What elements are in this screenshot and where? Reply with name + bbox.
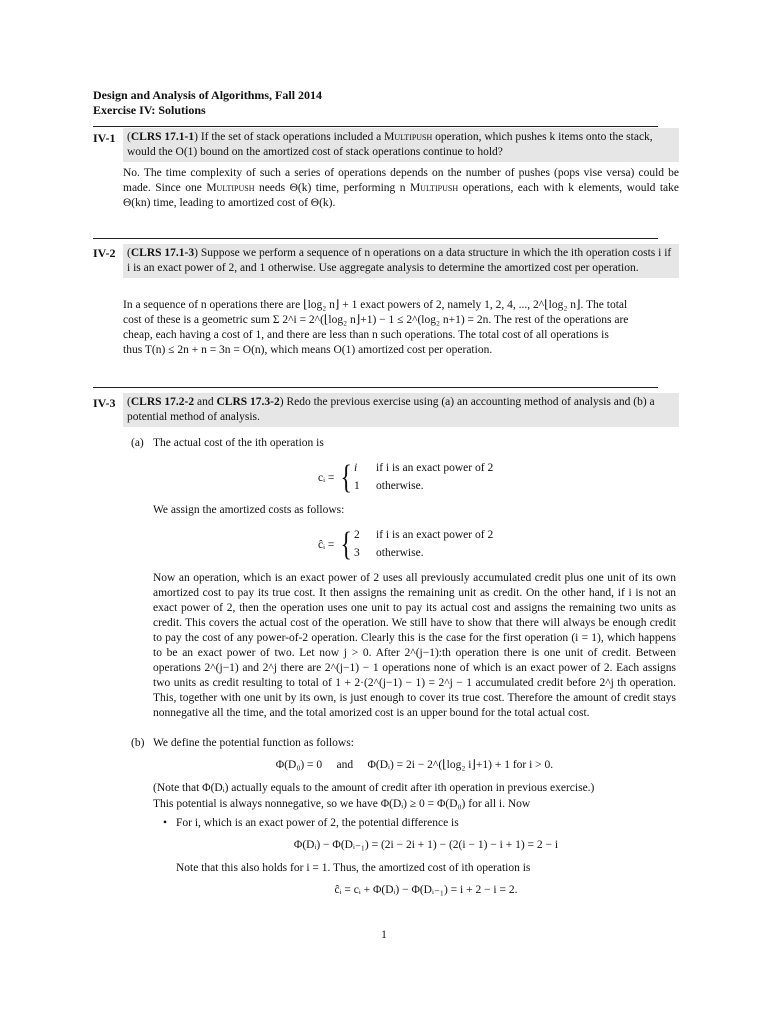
divider bbox=[93, 126, 658, 127]
question-ref: CLRS 17.1-1 bbox=[130, 131, 195, 143]
exercise-question: (CLRS 17.1-3) Suppose we perform a sequence of n operations on a data structure in which the ith operation costs i if i is an exact power of 2, and 1 otherwise. Use aggregate analysis to determine the amortized cost per operation. bbox=[123, 244, 679, 278]
divider bbox=[93, 238, 658, 239]
brace-icon: { bbox=[340, 459, 352, 496]
potential-definition: Φ(D₀) = 0 and Φ(Dᵢ) = 2i − 2^(⌊log₂ i⌋+1) + 1 for i > 0. bbox=[275, 759, 554, 771]
conjunction: and bbox=[194, 396, 217, 408]
operation-name: Multipush bbox=[384, 131, 433, 143]
exercise-label: IV-3 bbox=[93, 396, 116, 410]
operation-name: Multipush bbox=[206, 182, 255, 194]
accounting-argument: Now an operation, which is an exact power of 2 uses all previously accumulated credit plus one unit of its own amortized cost to pay its true cost. It then assigns the remaining unit as credit. On the other hand, if i is not an exact power of 2, then the operation uses one unit to pay its actual cost and assigns the remaining two units as credit. This covers the actual cost of the operation. We still have to show that there will always be enough credit to pay the cost of any power-of-2 operation. Clearly this is the case for the first operation (i = 1), which happens to be an exact power of two. Let now j > 0. After 2^(j−1):th operation there is one unit of credit. Between operations 2^(j−1) and 2^j there are 2^(j−1) − 1 operations none of which is an exact power of 2. Each assigns two units as credit resulting to total of 1 + 2·(2^(j−1) − 1) = 2^j − 1 accumulated credit before 2^j th operation. This, together with one unit by its own, is just enough to cover its true cost. Therefore the amount of credit stays nonnegative all the time, and the total amorized cost is an upper bound for the total actual cost. bbox=[153, 572, 676, 719]
amortized-cost-eq: ĉᵢ = cᵢ + Φ(Dᵢ) − Φ(Dᵢ₋₁) = i + 2 − i = 2. bbox=[334, 884, 518, 896]
case-condition: if i is an exact power of 2 bbox=[376, 462, 494, 474]
page-number: 1 bbox=[381, 929, 387, 941]
exercise-question: (CLRS 17.2-2 and CLRS 17.3-2) Redo the previous exercise using (a) an accounting method of analysis and (b) a potential method of analysis. bbox=[123, 393, 679, 427]
answer-text-2: needs Θ(k) time, performing n bbox=[254, 182, 410, 194]
case-value: 1 bbox=[354, 480, 360, 492]
exercise-question: (CLRS 17.1-1) If the set of stack operations included a Multipush operation, which pushes k items onto the stack, would the O(1) bound on the amortized cost of stack operations continue to hold? bbox=[123, 128, 679, 162]
exercise-answer bbox=[123, 166, 679, 211]
question-text-2: operation, which pushes k items onto the stack, would the O(1) bound on the amortized cost of stack operations continue to hold? bbox=[127, 131, 653, 158]
case-condition: otherwise. bbox=[376, 547, 424, 559]
question-text: ) Suppose we perform a sequence of n operations on a data structure in which the ith operation costs i if i is an exact power of 2, and 1 otherwise. Use aggregate analysis to determine the amortized cost per operation. bbox=[127, 247, 672, 274]
part-b-label: (b) bbox=[131, 737, 145, 749]
answer-text: No. The time complexity of such a series of operations depends on the number of pushes (pops vise versa) could be made. Since one bbox=[123, 167, 679, 194]
case-condition: otherwise. bbox=[376, 480, 424, 492]
answer-text-3: operations, each with k elements, would take Θ(kn) time, leading to amortized cost of Θ(k). bbox=[123, 182, 679, 209]
exercise-title: Exercise IV: Solutions bbox=[93, 103, 206, 117]
question-ref: CLRS 17.1-3 bbox=[130, 247, 195, 259]
answer-line: cheap, each having a cost of 1, and there are less than n such operations. The total cost of all operations is bbox=[123, 329, 609, 341]
question-text: ) Redo the previous exercise using (a) an accounting method of analysis and (b) a potential method of analysis. bbox=[127, 396, 655, 423]
part-a-label: (a) bbox=[131, 437, 144, 449]
exercise-label: IV-1 bbox=[93, 131, 116, 145]
assign-text: We assign the amortized costs as follows: bbox=[153, 504, 345, 516]
course-title: Design and Analysis of Algorithms, Fall 2014 bbox=[93, 88, 323, 102]
part-a-intro: The actual cost of the ith operation is bbox=[153, 437, 324, 449]
document-header bbox=[93, 88, 322, 118]
part-b-intro: We define the potential function as follows: bbox=[153, 737, 354, 749]
brace-icon: { bbox=[340, 526, 352, 563]
bullet-text: For i, which is an exact power of 2, the potential difference is bbox=[176, 817, 459, 829]
answer-line: In a sequence of n operations there are ⌊log₂ n⌋ + 1 exact powers of 2, namely 1, 2, 4, ..., 2^⌊log₂ n⌋. The total bbox=[123, 299, 628, 311]
answer-line: thus T(n) ≤ 2n + n = 3n = O(n), which means O(1) amortized cost per operation. bbox=[123, 344, 493, 356]
i-equals-one-note: Note that this also holds for i = 1. Thus, the amortized cost of ith operation is bbox=[176, 862, 531, 874]
cases-lhs: ĉᵢ = bbox=[318, 539, 335, 551]
divider bbox=[93, 387, 658, 388]
case-condition: if i is an exact power of 2 bbox=[376, 529, 494, 541]
case-value: i bbox=[354, 462, 358, 474]
case-value: 2 bbox=[354, 529, 360, 541]
potential-note: (Note that Φ(Dᵢ) actually equals to the amount of credit after ith operation in previous exercise.) bbox=[153, 782, 595, 794]
bullet-icon: • bbox=[163, 817, 168, 829]
cases-lhs: cᵢ = bbox=[318, 472, 335, 484]
question-ref-2: CLRS 17.3-2 bbox=[216, 396, 280, 408]
question-text: ) If the set of stack operations included a bbox=[194, 131, 385, 143]
answer-line: cost of these is a geometric sum Σ 2^i = 2^(⌊log₂ n⌋+1) − 1 ≤ 2^(log₂ n+1) = 2n. The rest of the operations are bbox=[123, 314, 629, 326]
potential-nonneg: This potential is always nonnegative, so we have Φ(Dᵢ) ≥ 0 = Φ(D₀) for all i. Now bbox=[153, 798, 531, 810]
case-value: 3 bbox=[354, 547, 360, 559]
exercise-label: IV-2 bbox=[93, 246, 116, 260]
question-ref: CLRS 17.2-2 bbox=[130, 396, 195, 408]
exercise-answer bbox=[123, 298, 679, 358]
potential-difference-eq: Φ(Dᵢ) − Φ(Dᵢ₋₁) = (2i − 2i + 1) − (2(i − 1) − i + 1) = 2 − i bbox=[293, 839, 559, 851]
operation-name: Multipush bbox=[409, 182, 459, 194]
